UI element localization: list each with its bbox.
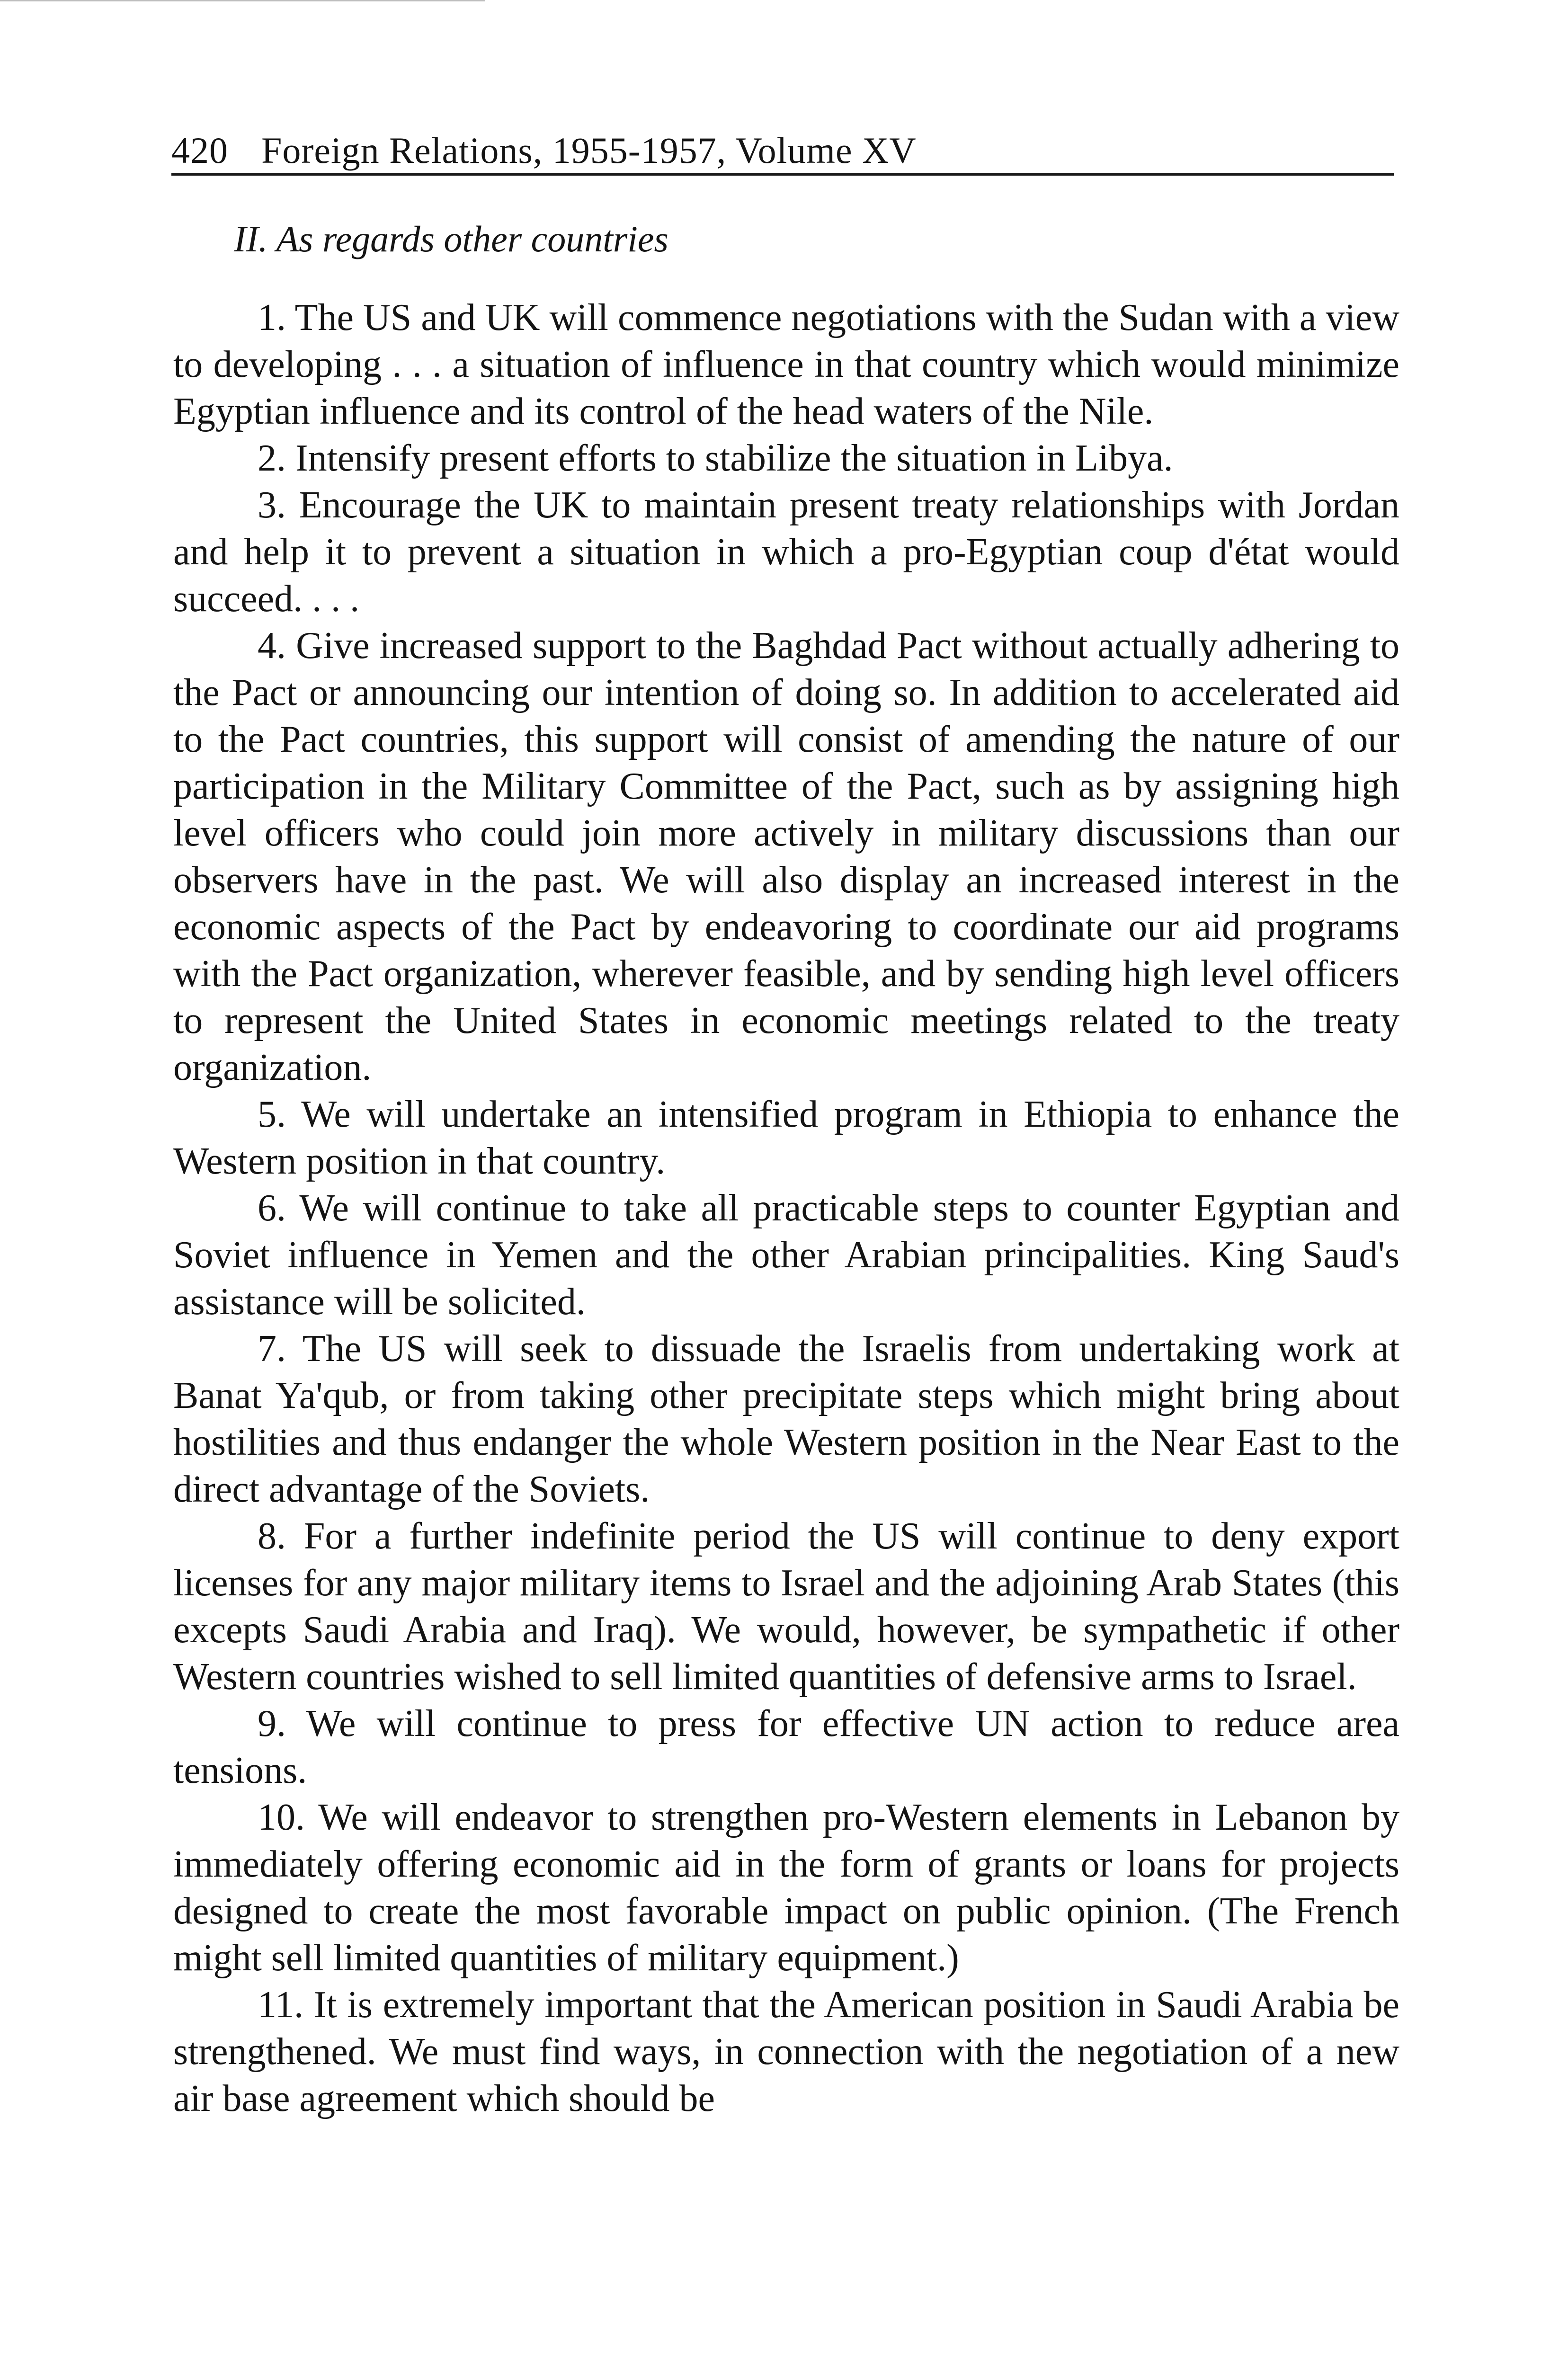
running-head (171, 128, 1394, 176)
paragraph-9: 9. We will continue to press for effective UN action to reduce area tensions. (173, 1703, 1399, 1791)
paragraph-7: 7. The US will seek to dissuade the Israelis from undertaking work at Banat Ya'qub, or from taking other precipitate steps which might bring about hostilities and thus endanger the whole Western position in the Near East to the direct advantage of the Soviets. (173, 1328, 1399, 1510)
body-text (173, 215, 1399, 2122)
paragraph-2: 2. Intensify present efforts to stabilize the situation in Libya. (258, 437, 1173, 479)
running-title: Foreign Relations, 1955-1957, Volume XV (261, 130, 917, 171)
paragraph-8: 8. For a further indefinite period the US will continue to deny export licenses for any major military items to Israel and the adjoining Arab States (this excepts Saudi Arabia and Iraq). We would, however, be sympathetic if other Western countries wished to sell limited quantities of defensive arms to Israel. (173, 1515, 1399, 1698)
paragraph-11: 11. It is extremely important that the American position in Saudi Arabia be strengthened. We must find ways, in connection with the negotiation of a new air base agreement which should be (173, 1984, 1399, 2119)
paragraph-1: 1. The US and UK will commence negotiations with the Sudan with a view to developing . . . a situation of influence in that country which would minimize Egyptian influence and its control of the head waters of the Nile. (173, 297, 1399, 432)
paragraph-10: 10. We will endeavor to strengthen pro-Western elements in Lebanon by immediately offering economic aid in the form of grants or loans for projects designed to create the most favorable impact on public opinion. (The French might sell limited quantities of military equipment.) (173, 1797, 1399, 1979)
scan-edge-line (0, 0, 485, 1)
paragraph-4: 4. Give increased support to the Baghdad Pact without actually adhering to the Pact or announcing our intention of doing so. In addition to accelerated aid to the Pact countries, this support will consist of amending the nature of our participation in the Military Committee of the Pact, such as by assigning high level officers who could join more actively in military discussions than our observers have in the past. We will also display an increased interest in the economic aspects of the Pact by endeavoring to coordinate our aid programs with the Pact organization, wherever feasible, and by sending high level officers to represent the United States in economic meetings related to the treaty organization. (173, 625, 1399, 1088)
paragraph-5: 5. We will undertake an intensified program in Ethiopia to enhance the Western position in that country. (173, 1094, 1399, 1182)
paragraph-3: 3. Encourage the UK to maintain present treaty relationships with Jordan and help it to prevent a situation in which a pro-Egyptian coup d'état would succeed. . . . (173, 484, 1399, 620)
paragraph-6: 6. We will continue to take all practicable steps to counter Egyptian and Soviet influence in Yemen and the other Arabian principalities. King Saud's assistance will be solicited. (173, 1187, 1399, 1323)
section-heading: II. As regards other countries (234, 218, 668, 259)
page-number: 420 (171, 130, 228, 171)
